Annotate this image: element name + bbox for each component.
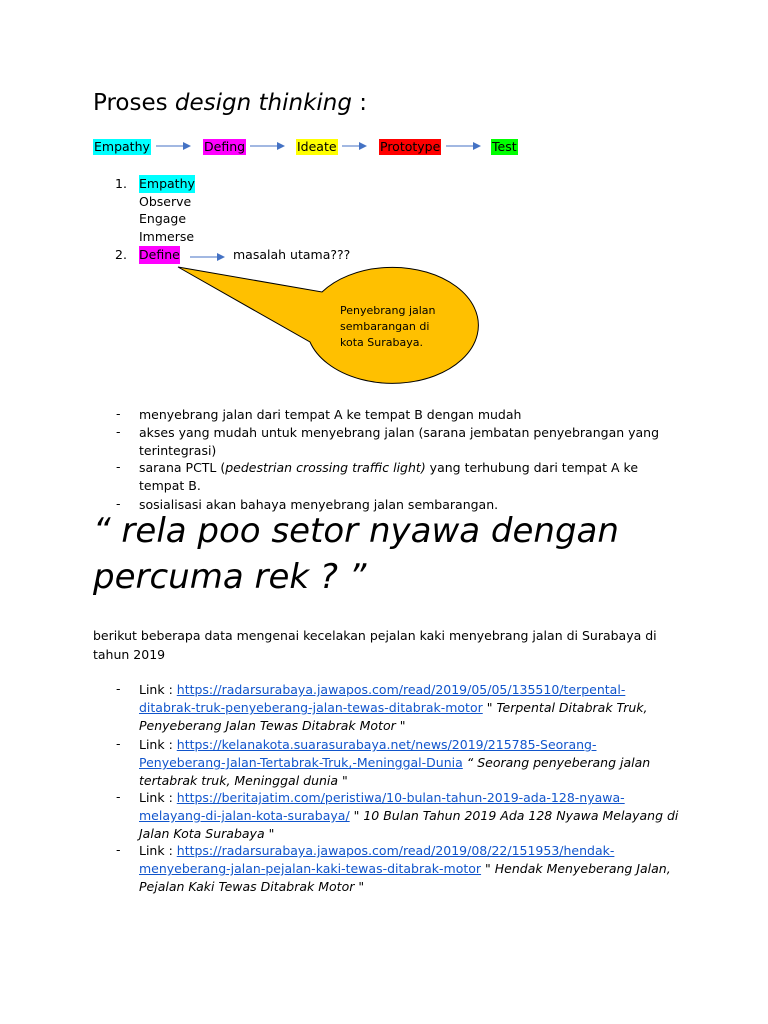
list-number-1: 1.	[115, 176, 127, 191]
title-italic: design thinking	[174, 90, 352, 116]
list-subitem-observe: Observe	[139, 194, 192, 209]
bullet-item: akses yang mudah untuk menyebrang jalan (sarana jembatan penyebrangan yang terintegrasi)	[139, 425, 660, 458]
bullet-dash: -	[116, 424, 121, 439]
list-subitem-engage: Engage	[139, 211, 187, 226]
list-item-define: Define	[139, 247, 180, 262]
bullet-item: sosialisasi akan bahaya menyebrang jalan sembarangan.	[139, 497, 499, 512]
list-item-empathy: Empathy	[139, 176, 195, 191]
quote-heading: “ rela poo setor nyawa dengan percuma rek ? ”	[93, 511, 619, 597]
define-note: masalah utama???	[233, 247, 351, 262]
flow-step-prototype: Prototype	[380, 139, 441, 154]
news-link[interactable]: https://radarsurabaya.jawapos.com/read/2019/05/05/135510/terpental-ditabrak-truk-penyeberang-jalan-tewas-ditabrak-motor	[139, 682, 626, 715]
bullet-dash: -	[116, 459, 121, 474]
callout-text: Penyebrang jalan sembarangan di kota Surabaya.	[340, 304, 436, 349]
bullet-dash: -	[116, 789, 121, 804]
list-subitem-immerse: Immerse	[139, 229, 195, 244]
link-item: Link : https://kelanakota.suarasurabaya.net/news/2019/215785-Seorang-Penyeberang-Jalan-Tertabrak-Truk,-Meninggal-Dunia “ Seorang penyeberang jalan tertabrak truk, Meninggal dunia "	[139, 737, 651, 788]
bullet-dash: -	[116, 681, 121, 696]
bullet-dash: -	[116, 496, 121, 511]
flow-step-test: Test	[492, 139, 517, 154]
intro-paragraph: berikut beberapa data mengenai kecelakan pejalan kaki menyebrang jalan di Surabaya di tahun 2019	[93, 628, 657, 662]
news-link[interactable]: https://beritajatim.com/peristiwa/10-bulan-tahun-2019-ada-128-nyawa-melayang-di-jalan-kota-surabaya/	[139, 790, 625, 823]
bullet-dash: -	[116, 736, 121, 751]
news-link[interactable]: https://radarsurabaya.jawapos.com/read/2019/08/22/151953/hendak-menyeberang-jalan-pejalan-kaki-tewas-ditabrak-motor	[139, 843, 615, 876]
link-item: Link : https://radarsurabaya.jawapos.com/read/2019/08/22/151953/hendak-menyeberang-jalan-pejalan-kaki-tewas-ditabrak-motor " Hendak Menyeberang Jalan, Pejalan Kaki Tewas Ditabrak Motor "	[139, 843, 671, 894]
flow-step-ideate: Ideate	[297, 139, 337, 154]
link-item: Link : https://beritajatim.com/peristiwa/10-bulan-tahun-2019-ada-128-nyawa-melayang-di-jalan-kota-surabaya/ " 10 Bulan Tahun 2019 Ada 128 Nyawa Melayang di Jalan Kota Surabaya "	[139, 790, 679, 841]
title-suffix: :	[351, 90, 368, 116]
bullet-dash: -	[116, 406, 121, 421]
news-link[interactable]: https://kelanakota.suarasurabaya.net/news/2019/215785-Seorang-Penyeberang-Jalan-Tertabrak-Truk,-Meninggal-Dunia	[139, 737, 597, 770]
flow-step-empathy: Empathy	[94, 139, 150, 154]
flow-step-define: Defing	[204, 139, 246, 154]
list-number-2: 2.	[115, 247, 127, 262]
link-item: Link : https://radarsurabaya.jawapos.com/read/2019/05/05/135510/terpental-ditabrak-truk-penyeberang-jalan-tewas-ditabrak-motor " Terpental Ditabrak Truk, Penyeberang Jalan Tewas Ditabrak Motor "	[139, 682, 648, 733]
bullet-dash: -	[116, 842, 121, 857]
title-prefix: Proses	[93, 90, 175, 116]
bullet-item: sarana PCTL (pedestrian crossing traffic light) yang terhubung dari tempat A ke tempat B.	[139, 460, 639, 493]
bullet-item: menyebrang jalan dari tempat A ke tempat B dengan mudah	[139, 407, 522, 422]
